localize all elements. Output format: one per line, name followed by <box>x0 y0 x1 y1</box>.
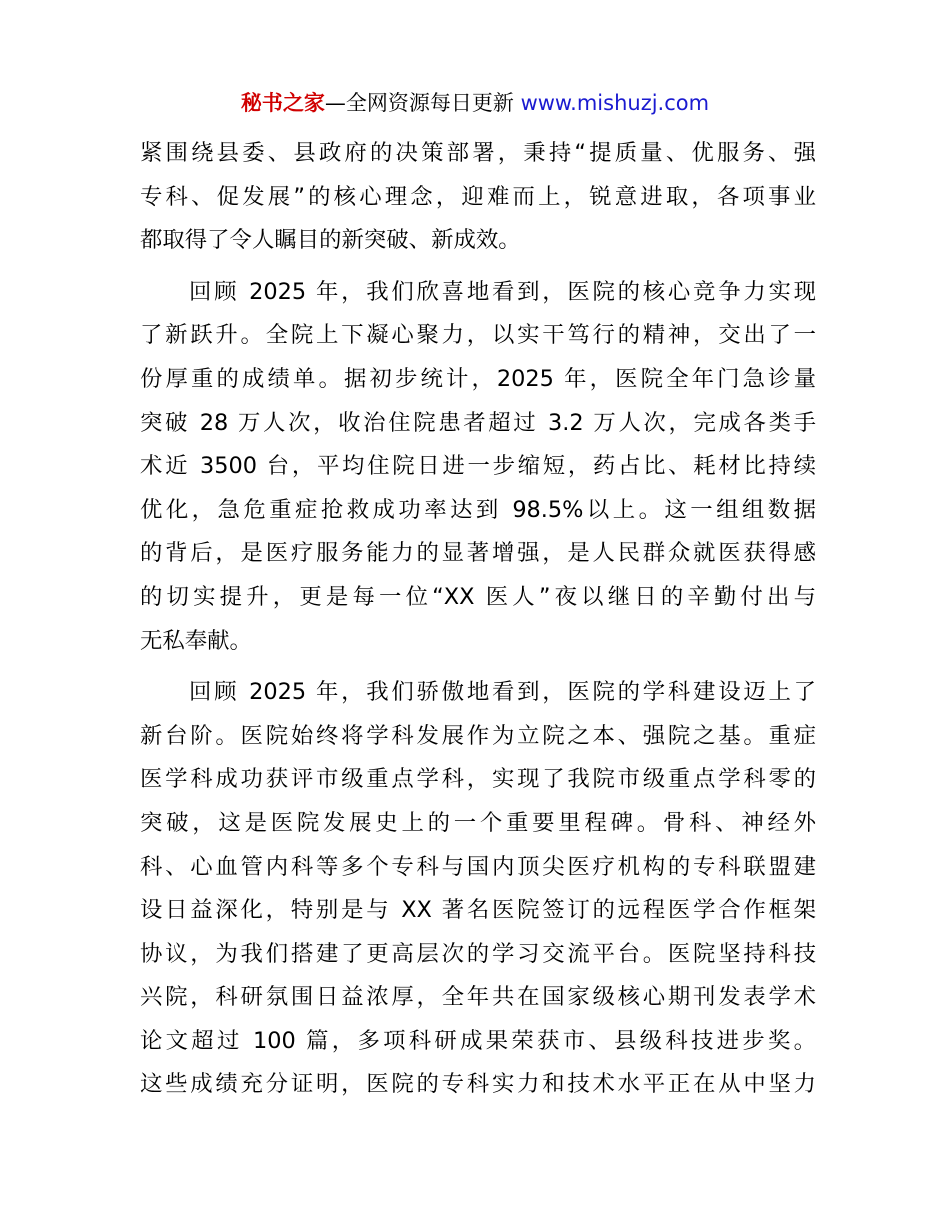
text-line: 突破，这是医院发展史上的一个重要里程碑。骨科、神经外 <box>140 809 816 836</box>
text-line: 无私奉献。 <box>140 627 252 654</box>
text-line: 科、心血管内科等多个专科与国内顶尖医疗机构的专科联盟建 <box>140 853 816 880</box>
text-line: 协议，为我们搭建了更高层次的学习交流平台。医院坚持科技 <box>140 940 816 967</box>
text-line: 优化，急危重症抢救成功率达到 98.5%以上。这一组组数据 <box>140 496 816 523</box>
site-brand: 秘书之家 <box>240 91 325 115</box>
document-body <box>140 132 816 1107</box>
text-line: 紧围绕县委、县政府的决策部署，秉持“提质量、优服务、强 <box>140 140 816 166</box>
site-url-link[interactable]: www.mishuzj.com <box>520 91 710 115</box>
text-line: 份厚重的成绩单。据初步统计，2025 年，医院全年门急诊量 <box>140 365 816 392</box>
paragraph-2 <box>140 271 816 663</box>
site-header <box>0 88 950 118</box>
paragraph-3 <box>140 671 816 1107</box>
text-line: 论文超过 100 篇，多项科研成果荣获市、县级科技进步奖。 <box>140 1027 816 1054</box>
site-tagline: —全网资源每日更新 <box>324 91 521 115</box>
text-line: 回顾 2025 年，我们欣喜地看到，医院的核心竞争力实现 <box>189 278 816 305</box>
text-line: 专科、促发展”的核心理念，迎难而上，锐意进取，各项事业 <box>140 183 816 210</box>
text-line: 突破 28 万人次，收治住院患者超过 3.2 万人次，完成各类手 <box>140 409 816 436</box>
text-line: 设日益深化，特别是与 XX 著名医院签订的远程医学合作框架 <box>140 897 816 924</box>
text-line: 医学科成功获评市级重点学科，实现了我院市级重点学科零的 <box>140 766 816 793</box>
text-line: 的背后，是医疗服务能力的显著增强，是人民群众就医获得感 <box>140 540 816 567</box>
paragraph-1 <box>140 132 816 263</box>
text-line: 的切实提升，更是每一位“XX 医人”夜以继日的辛勤付出与 <box>140 583 816 610</box>
text-line: 都取得了令人瞩目的新突破、新成效。 <box>140 227 521 254</box>
text-line: 兴院，科研氛围日益浓厚，全年共在国家级核心期刊发表学术 <box>140 984 816 1011</box>
text-line: 术近 3500 台，平均住院日进一步缩短，药占比、耗材比持续 <box>140 453 816 480</box>
text-line: 这些成绩充分证明，医院的专科实力和技术水平正在从中坚力 <box>140 1071 816 1098</box>
text-line: 新台阶。医院始终将学科发展作为立院之本、强院之基。重症 <box>140 722 816 749</box>
text-line: 了新跃升。全院上下凝心聚力，以实干笃行的精神，交出了一 <box>140 322 816 349</box>
text-line: 回顾 2025 年，我们骄傲地看到，医院的学科建设迈上了 <box>189 679 816 706</box>
